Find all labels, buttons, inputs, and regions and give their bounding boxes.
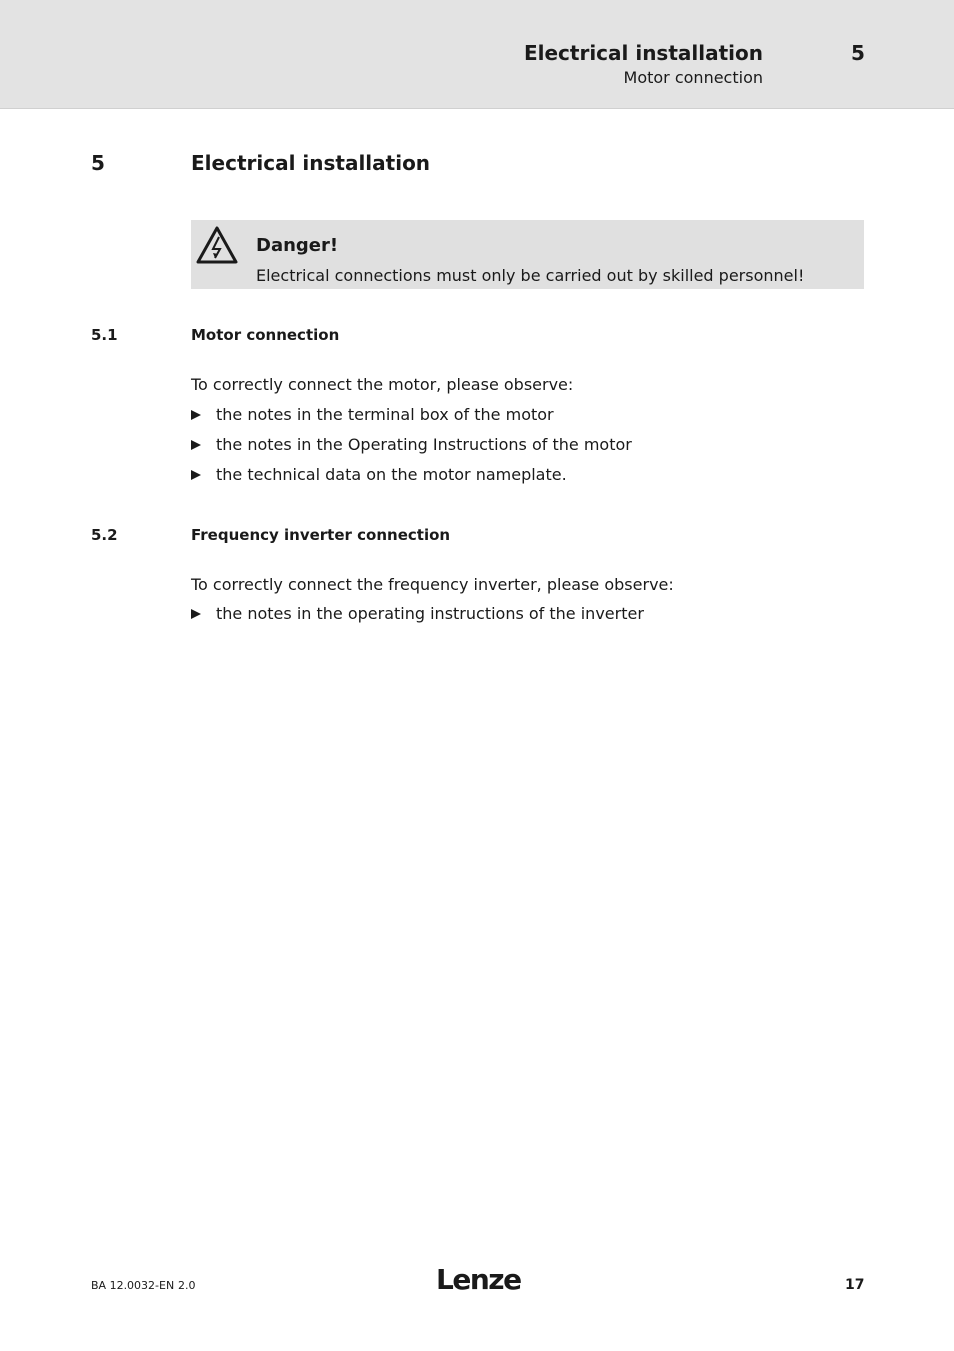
subsection-title-inverter: Frequency inverter connection bbox=[191, 526, 451, 544]
danger-title: Danger! bbox=[256, 235, 339, 256]
header-subtitle: Motor connection bbox=[623, 68, 763, 87]
inverter-intro: To correctly connect the frequency inverter, please observe: bbox=[191, 575, 674, 594]
section-title: Electrical installation bbox=[191, 151, 431, 175]
page-number: 17 bbox=[845, 1277, 865, 1293]
footer-version: 2.0 bbox=[178, 1279, 196, 1292]
bullet-arrow-icon bbox=[191, 609, 201, 619]
list-item bbox=[191, 604, 644, 623]
list-item bbox=[191, 465, 567, 484]
footer-document-id: BA 12.0032-EN bbox=[91, 1279, 175, 1292]
list-item-text: the notes in the operating instructions of the inverter bbox=[216, 604, 644, 623]
list-item bbox=[191, 435, 632, 454]
subsection-number-inverter: 5.2 bbox=[91, 526, 118, 544]
electrical-hazard-icon bbox=[196, 226, 238, 264]
list-item-text: the notes in the Operating Instructions of the motor bbox=[216, 435, 632, 454]
bullet-arrow-icon bbox=[191, 440, 201, 450]
section-number: 5 bbox=[91, 151, 105, 175]
header-title: Electrical installation bbox=[523, 41, 763, 65]
danger-text: Electrical connections must only be carried out by skilled personnel! bbox=[256, 266, 805, 285]
bullet-arrow-icon bbox=[191, 410, 201, 420]
list-item-text: the technical data on the motor nameplate. bbox=[216, 465, 567, 484]
motor-intro: To correctly connect the motor, please observe: bbox=[191, 375, 574, 394]
list-item bbox=[191, 405, 554, 424]
subsection-title-motor: Motor connection bbox=[191, 326, 340, 344]
header-chapter-number: 5 bbox=[851, 41, 865, 65]
page-header bbox=[0, 0, 954, 109]
bullet-arrow-icon bbox=[191, 470, 201, 480]
subsection-number-motor: 5.1 bbox=[91, 326, 118, 344]
danger-notice bbox=[191, 220, 864, 289]
list-item-text: the notes in the terminal box of the motor bbox=[216, 405, 554, 424]
lenze-logo: Lenze bbox=[436, 1263, 521, 1296]
